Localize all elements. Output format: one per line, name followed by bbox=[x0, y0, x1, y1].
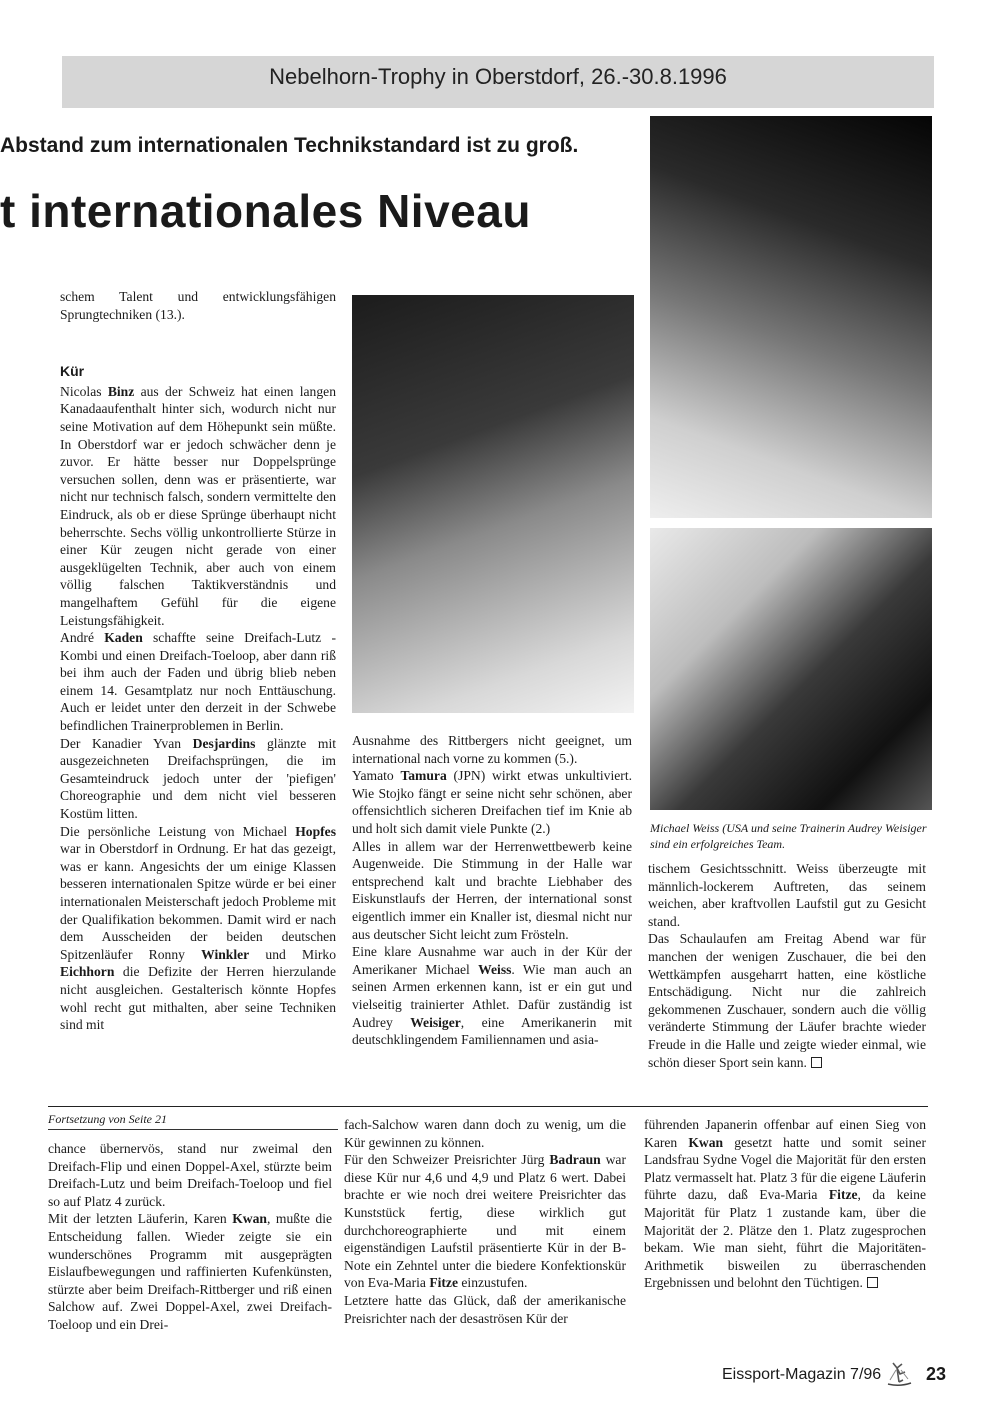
skater-name: Weiss bbox=[478, 961, 512, 977]
continuation-label: Fortsetzung von Seite 21 bbox=[48, 1112, 338, 1130]
article-column-3 bbox=[648, 860, 926, 1071]
paragraph: Mit der letzten Läuferin, Karen Kwan, mußte die Entscheidung fallen. Wieder zeigte sie ein wunderschönes Programm mit ausgeprägten Eislaufbewegungen und raffinierten Kufenkünsten, stürzte aber beim Dreifach-Rittberger und riß einen Salchow auf. Zwei Doppel-Axel, zwei Dreifach-Toeloop und ein Drei- bbox=[48, 1211, 333, 1332]
paragraph: Eine klare Ausnahme war auch in der Kür der Amerikaner Michael Weiss. Wie man auch an seinen Armen erkennen kann, ist er ein gut und vielseitig trainierter Athlet. Dafür zuständig ist Audrey Weisiger, eine Amerikanerin mit deutschklingendem Familiennamen und asia- bbox=[352, 944, 632, 1048]
section-subhead: Kür bbox=[60, 363, 85, 380]
article-column-1 bbox=[60, 288, 336, 1034]
paragraph: schem Talent und entwicklungsfähigen Sprungtechniken (13.). bbox=[60, 289, 336, 322]
skater-name: Fitze bbox=[828, 1187, 858, 1203]
skater-name: Tamura bbox=[400, 768, 447, 784]
skater-name: Hopfes bbox=[295, 823, 336, 839]
section-divider bbox=[48, 1106, 928, 1107]
skater-name: Fitze bbox=[429, 1275, 458, 1291]
paragraph: fach-Salchow waren dann doch zu wenig, um die Kür gewinnen zu können. bbox=[344, 1117, 626, 1150]
paragraph: Für den Schweizer Preisrichter Jürg Badraun war diese Kür nur 4,6 und 4,9 und Platz 6 wert. Dabei brachte er wie noch drei weitere Preisrichter das Kunststück fertig, diese wirklich gut durchchoreographierte und mit einem eigenständigen Laufstil präsentierte Kür in der B-Note ein Zehntel unter die biedere Konfektionskür von Eva-Maria Fitze einzustufen. bbox=[344, 1152, 626, 1291]
page-header-title: Nebelhorn-Trophy in Oberstdorf, 26.-30.8.1996 bbox=[269, 64, 727, 89]
article-column-2 bbox=[352, 732, 632, 1049]
skater-name: Weisiger bbox=[410, 1014, 461, 1030]
end-of-article-icon bbox=[867, 1277, 878, 1288]
article-headline: t internationales Niveau bbox=[0, 185, 531, 237]
skater-name: Kwan bbox=[688, 1134, 724, 1150]
skater-name: Eichhorn bbox=[60, 964, 115, 980]
paragraph: chance übernervös, stand nur zweimal den Dreifach-Flip und einen Doppel-Axel, stürzte beim Dreifach-Lutz und beim Dreifach-Toeloop und fiel so auf Platz 4 zurück. bbox=[48, 1141, 332, 1209]
photo-skater-portrait bbox=[352, 295, 634, 713]
page-number: 23 bbox=[926, 1364, 947, 1384]
magazine-footer: Eissport-Magazin 7/96 bbox=[722, 1366, 882, 1383]
skater-name: Binz bbox=[107, 383, 135, 399]
skater-logo-icon bbox=[884, 1360, 914, 1388]
photo-caption: Michael Weiss (USA und seine Trainerin Audrey Weisiger sind ein erfolgreiches Team. bbox=[650, 821, 927, 851]
continuation-column-3 bbox=[644, 1116, 926, 1292]
end-of-article-icon bbox=[811, 1057, 822, 1068]
skater-name: Kwan bbox=[232, 1211, 267, 1227]
paragraph: Ausnahme des Rittbergers nicht geeignet, um international nach vorne zu kommen (5.). bbox=[352, 733, 632, 766]
photo-michael-weiss bbox=[650, 116, 932, 518]
skater-name: Kaden bbox=[104, 630, 143, 646]
paragraph: Letztere hatte das Glück, daß der amerikanische Preisrichter nach der desaströsen Kür der bbox=[344, 1292, 626, 1326]
paragraph: Nicolas Binz aus der Schweiz hat einen langen Kanadaaufenthalt hinter sich, wodurch nicht nur seine Motivation auf dem Höhepunkt sein müßte. In Oberstdorf war er jedoch schwächer denn je zuvor. Er hätte besser nur Doppelsprünge versuchen sollen, denn was er präsentierte, war nicht nur technisch falsch, sondern vermittelte den Eindruck, als ob er diese Sprünge überhaupt nicht beherrschte. Sechs völlig unkontrollierte Stürze in einer Kür zeugen nicht gerade von einer ausgeklügelten Technik, aber auch von einem völlig falschen Taktikverständnis und mangelhaftem Gefühl für die eigene Leistungsfähigkeit. bbox=[60, 383, 336, 628]
paragraph: Yamato Tamura (JPN) wirkt etwas unkultiviert. Wie Stojko fängt er seine nicht sehr schönen, aber offensichtlich sicheren Dreifachen tief im Knie ab und holt sich damit viele Punkte (2.) bbox=[352, 768, 632, 836]
continuation-column-2 bbox=[344, 1116, 626, 1327]
judge-name: Badraun bbox=[549, 1152, 601, 1168]
paragraph: führenden Japanerin offenbar auf einen Sieg von Karen Kwan gesetzt hatte und somit seiner Landsfrau Sydne Vogel die Majorität für den ersten Platz vermasselt hat. Platz 3 für die eigene Läuferin führte dazu, daß Eva-Maria Fitze, da keine Majorität für Platz 1 zustande kam, über die Majorität der 2. Plätze den 1. Platz zugesprochen bekam. Wie man sieht, führt die Majoritäten-Arithmetik bisweilen zu überraschenden Ergebnissen und belohnt den Tüchtigen. bbox=[644, 1117, 927, 1291]
paragraph: André Kaden schaffte seine Dreifach-Lutz - Kombi und einen Dreifach-Toeloop, aber dann riß bei ihm auch der Faden und übrig blieb neben einem 14. Gesamtplatz nur noch Enttäuschung. Auch er leidet unter den derzeit in der Schwebe befindlichen Trainerproblemen in Berlin. bbox=[60, 630, 336, 734]
paragraph: Das Schaulaufen am Freitag Abend war für manchen der wenigen Zuschauer, die bei den Wettkämpfen ausgeharrt hatten, eine köstliche Entschädigung. Nicht nur die zahlreich gekommenen Zuschauer, sondern auch die völlig veränderte Stimmung der Läufer brachte wieder Freude in die Halle und zeigte wieder einmal, wie schön dieser Sport sein kann. bbox=[648, 931, 926, 1070]
paragraph: Die persönliche Leistung von Michael Hopfes war in Oberstdorf in Ordnung. Er hat das gezeigt, was er kann. Angesichts der um einige Klassen besseren internationalen Spitze würde er bei einer internationalen Meisterschaft jedoch Probleme mit der Qualifikation bekommen. Damit wird er nach dem Ausscheiden der beiden deutschen Spitzenläufer Ronny Winkler und Mirko Eichhorn die Defizite der Herren hierzulande nicht ausgleichen. Gestalterisch könnte Hopfes wohl recht gut mithalten, aber seine Techniken sind mit bbox=[60, 823, 336, 1033]
paragraph: tischem Gesichtsschnitt. Weiss überzeugte mit männlich-lockerem Auftreten, das seinem weichen, aber kraftvollen Laufstil gut zu Gesicht stand. bbox=[648, 861, 926, 929]
continuation-column-1 bbox=[48, 1140, 332, 1334]
skater-name: Winkler bbox=[201, 946, 250, 962]
paragraph: Alles in allem war der Herrenwettbewerb keine Augenweide. Die Stimmung in der Halle war entsprechend kalt und brachte Liebhaber des Eiskunstlaufs der Herren, der international sonst eigentlich immer ein Knaller ist, diesmal nicht nur aus deutscher Sicht leicht zum Frösteln. bbox=[352, 838, 632, 942]
photo-audrey-weisiger bbox=[650, 528, 932, 810]
article-kicker: Abstand zum internationalen Technikstandard ist zu groß. bbox=[0, 134, 579, 157]
skater-name: Desjardins bbox=[192, 735, 256, 751]
paragraph: Der Kanadier Yvan Desjardins glänzte mit ausgezeichneten Dreifachsprüngen, die im Gesamteindruck jedoch unter der 'piefigen' Choreographie und dem nicht viel besseren Kostüm litten. bbox=[60, 735, 336, 822]
